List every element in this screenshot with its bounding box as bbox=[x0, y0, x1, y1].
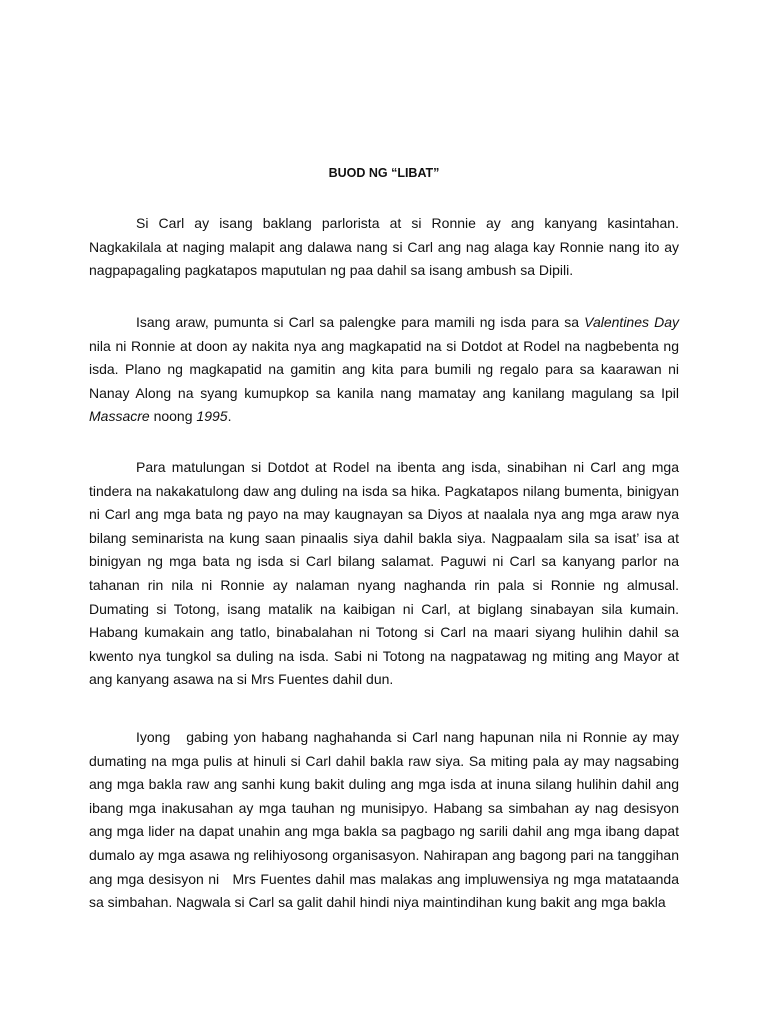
paragraph-text: . bbox=[227, 408, 232, 425]
paragraph-text: Si Carl ay isang baklang parlorista at si Ronnie ay ang kanyang kasintahan. Nagkakilala at naging malapit ang dalawa nang si Carl ang nag alaga kay Ronnie nang ito ay nagpapagaling pagkatapos maputulan ng paa dahil sa isang ambush sa Dipili. bbox=[89, 215, 679, 279]
italic-term: Valentines Day bbox=[584, 314, 679, 330]
paragraph-2 bbox=[89, 311, 679, 429]
paragraph-text: noong bbox=[149, 408, 197, 425]
paragraph-text: Isang araw, pumunta si Carl sa palengke para mamili ng isda para sa bbox=[136, 314, 585, 330]
paragraph-4 bbox=[89, 726, 679, 926]
paragraph-text: Iyong gabing yon habang naghahanda si Carl nang hapunan nila ni Ronnie ay may dumating na mga pulis at hinuli si Carl dahil bakla raw siya. Sa miting pala ay may nagsabing ang mga bakla raw ang sanhi kung bakit duling ang mga isda at inuna silang hulihin dahil ang ibang mga inakusahan ay mga tauhan ng munisipyo. Habang sa simbahan ay nag desisyon ang mga lider na dapat unahin ang mga bakla sa pagbago ng sarili dahil ang mga ibang dapat dumalo ay mga asawa ng relihiyosong organisasyon. Nahirapan ang bagong pari na tanggihan ang mga desisyon ni Mrs Fuentes dahil mas malakas ang impluwensiya ng mga matataanda sa simbahan. Nagwala si Carl sa galit dahil hindi niya maintindihan kung bakit ang mga bakla bbox=[89, 729, 679, 911]
paragraph-1 bbox=[89, 212, 679, 283]
paragraph-3 bbox=[89, 456, 679, 692]
paragraph-text: nila ni Ronnie at doon ay nakita nya ang magkapatid na si Dotdot at Rodel na nagbebenta ng isda. Plano ng magkapatid na gamitin ang kita para bumili ng regalo para sa kaarawan ni Nanay Along na syang kumupkop sa kanila nang mamatay ang kanilang magulang sa Ipil bbox=[89, 337, 679, 401]
italic-term: Massacre bbox=[89, 408, 150, 425]
italic-year: 1995 bbox=[196, 408, 228, 425]
paragraph-text: Para matulungan si Dotdot at Rodel na ibenta ang isda, sinabihan ni Carl ang mga tindera na nakakatulong daw ang duling na isda sa hika. Pagkatapos nilang bumenta, binigyan ni Carl ang mga bata ng payo na may kaugnayan sa Diyos at naalala nya ang mga araw nya bilang seminarista na kung saan pinaalis siya dahil bakla siya. Nagpaalam sila sa isat’ isa at binigyan ng mga bata ng isda si Carl bilang salamat. Paguwi ni Carl sa kanyang parlor na tahanan rin nila ni Ronnie ay nalaman nyang naghanda rin pala si Ronnie ng almusal. Dumating si Totong, isang matalik na kaibigan ni Carl, at biglang sinabayan sila kumain. Habang kumakain ang tatlo, binabalahan ni Totong si Carl na maari siyang hulihin dahil sa kwento nya tungkol sa duling na isda. Sabi ni Totong na nagpatawag ng miting ang Mayor at ang kanyang asawa na si Mrs Fuentes dahil dun. bbox=[89, 459, 679, 688]
document-title: BUOD NG “LIBAT” bbox=[328, 166, 440, 180]
